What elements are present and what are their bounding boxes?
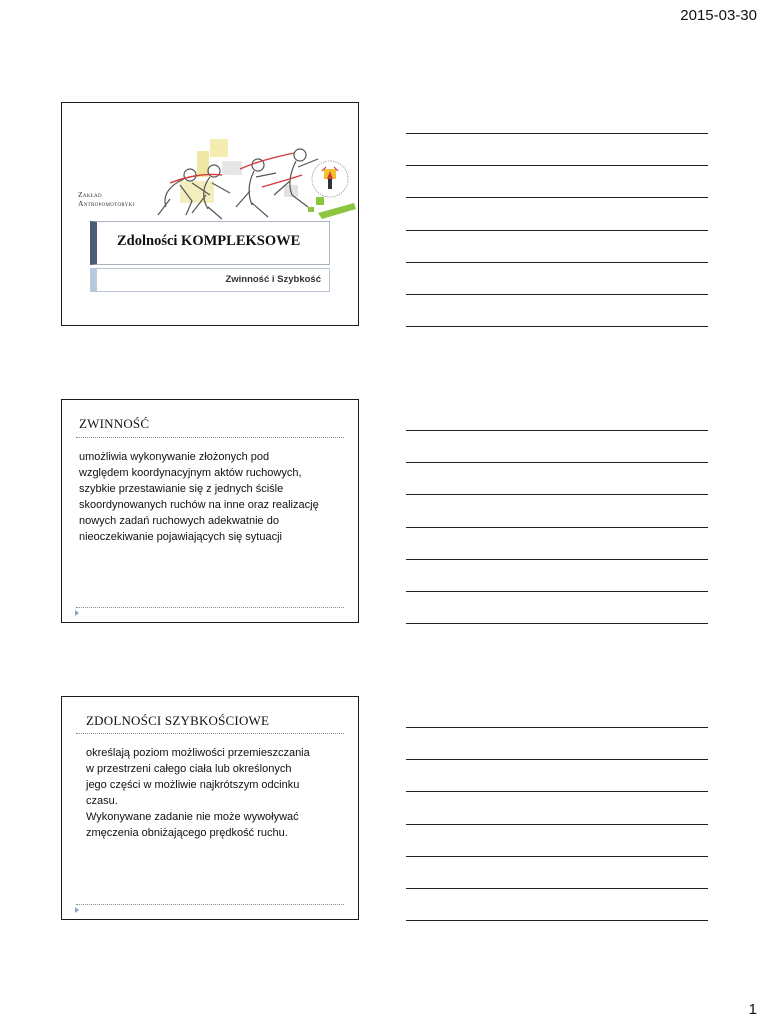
body-line: zmęczenia obniżającego prędkość ruchu. <box>86 827 288 839</box>
slide-thumbnail-speed <box>61 696 359 920</box>
slide-body <box>86 745 348 841</box>
note-line <box>406 759 708 760</box>
note-line <box>406 591 708 592</box>
note-line <box>406 197 708 198</box>
note-line <box>406 230 708 231</box>
note-line <box>406 727 708 728</box>
department-name-line: Zakład <box>78 190 102 199</box>
body-line: umożliwia wykonywanie złożonych pod <box>79 451 270 463</box>
slide-heading: ZWINNOŚĆ <box>79 416 150 431</box>
subtitle-box <box>90 268 330 292</box>
note-line <box>406 430 708 431</box>
slide-nav-arrow-icon <box>75 907 79 913</box>
body-line: czasu. <box>86 795 118 807</box>
note-line <box>406 294 708 295</box>
note-line <box>406 559 708 560</box>
body-line: jego części w możliwie najkrótszym odcinku <box>86 779 300 791</box>
note-line <box>406 856 708 857</box>
note-line <box>406 920 708 921</box>
note-line <box>406 791 708 792</box>
slide-heading: ZDOLNOŚCI SZYBKOŚCIOWE <box>86 713 270 728</box>
title-box <box>90 221 330 265</box>
department-name-line: Antropomotoryki <box>78 199 135 208</box>
page-date: 2015-03-30 <box>680 7 757 24</box>
body-line: nieoczekiwanie pojawiających się sytuacji <box>79 531 282 543</box>
body-line: w przestrzeni całego ciała lub określonych <box>86 763 292 775</box>
slide-subtitle: Zwinność i Szybkość <box>225 274 321 285</box>
note-line <box>406 623 708 624</box>
page-number: 1 <box>748 1001 757 1018</box>
runner-figures-logo <box>62 103 358 227</box>
note-line <box>406 326 708 327</box>
slide-thumbnail-title <box>61 102 359 326</box>
note-line <box>406 494 708 495</box>
note-line <box>406 888 708 889</box>
slide-title: Zdolności KOMPLEKSOWE <box>117 233 301 249</box>
department-name <box>78 190 135 208</box>
note-line <box>406 462 708 463</box>
slide-thumbnail-agility <box>61 399 359 623</box>
body-line: skoordynowanych ruchów na inne oraz realizację <box>79 499 319 511</box>
note-line <box>406 527 708 528</box>
footer-divider <box>76 904 344 905</box>
note-line <box>406 165 708 166</box>
university-emblem-icon <box>312 161 348 197</box>
body-line: określają poziom możliwości przemieszczania <box>86 747 310 759</box>
body-line: względem koordynacyjnym aktów ruchowych, <box>79 467 302 479</box>
slide-body <box>79 449 351 545</box>
body-line: nowych zadań ruchowych adekwatnie do <box>79 515 279 527</box>
footer-divider <box>76 607 344 608</box>
body-line: szybkie przestawianie się z jednych ściśle <box>79 483 284 495</box>
slide-nav-arrow-icon <box>75 610 79 616</box>
heading-divider <box>76 437 344 438</box>
note-line <box>406 133 708 134</box>
note-line <box>406 262 708 263</box>
body-line: Wykonywane zadanie nie może wywoływać <box>86 811 299 823</box>
heading-divider <box>76 733 344 734</box>
note-line <box>406 824 708 825</box>
